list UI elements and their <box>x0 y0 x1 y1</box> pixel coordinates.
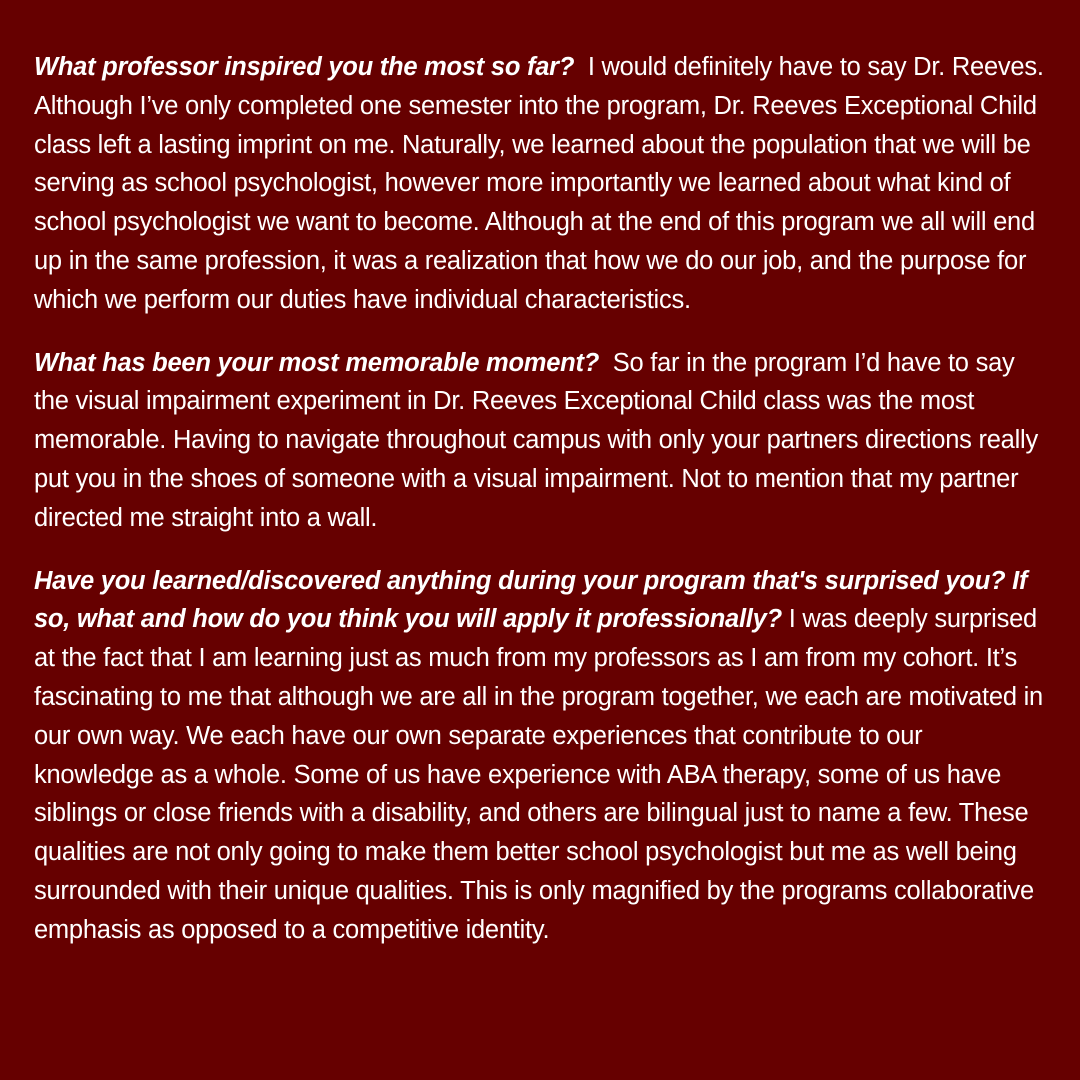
answer-professor: I would definitely have to say Dr. Reeves. Although I’ve only completed one semester into the program, Dr. Reeves Exceptional Child class left a lasting imprint on me. Naturally, we learned about the population that we will be serving as school psychologist, however more importantly we learned about what kind of school psychologist we want to become. Although at the end of this program we all will end up in the same profession, it was a realization that how we do our job, and the purpose for which we perform our duties have individual characteristics. <box>34 53 1044 314</box>
question-memorable-moment: What has been your most memorable moment? <box>34 348 600 377</box>
question-professor: What professor inspired you the most so far? <box>34 53 575 81</box>
qa-section-memorable-moment <box>34 344 1048 538</box>
qa-section-professor <box>34 48 1048 320</box>
answer-surprise: I was deeply surprised at the fact that I am learning just as much from my professors as I am from my cohort. It’s fascinating to me that although we are all in the program together, we each are motivated in our own way. We each have our own separate experiences that contribute to our knowledge as a whole. Some of us have experience with ABA therapy, some of us have siblings or close friends with a disability, and others are bilingual just to name a few. These qualities are not only going to make them better school psychologist but me as well being surrounded with their unique qualities. This is only magnified by the programs collaborative emphasis as opposed to a competitive identity. <box>34 605 1043 944</box>
answer-memorable-moment: So far in the program I’d have to say the visual impairment experiment in Dr. Reeves Exceptional Child class was the most memorable. Having to navigate throughout campus with only your partners directions really put you in the shoes of someone with a visual impairment. Not to mention that my partner directed me straight into a wall. <box>34 348 1038 532</box>
qa-section-surprise <box>34 562 1048 950</box>
question-surprise: Have you learned/discovered anything during your program that's surprised you? If so, what and how do you think you will apply it professionally? <box>34 566 1028 634</box>
